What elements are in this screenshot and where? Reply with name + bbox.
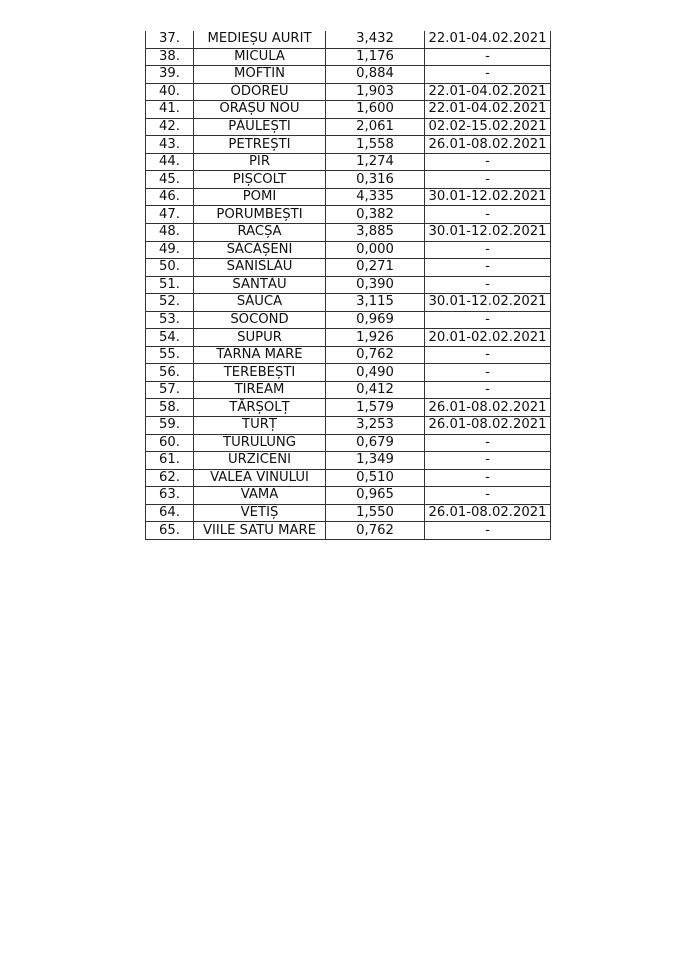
table-row: [146, 434, 551, 452]
quarantine-period-cell: 26.01-08.02.2021: [425, 399, 551, 417]
incidence-rate-cell: 1,558: [326, 136, 425, 154]
incidence-rate-cell: 3,885: [326, 224, 425, 242]
table-row: [146, 522, 551, 540]
locality-name-cell: SĂUCA: [194, 294, 326, 312]
table-row: [146, 311, 551, 329]
table-row: [146, 153, 551, 171]
row-number-cell: 61.: [146, 452, 194, 470]
incidence-rate-cell: 0,965: [326, 487, 425, 505]
quarantine-period-cell: -: [425, 381, 551, 399]
table-row: [146, 171, 551, 189]
incidence-rate-cell: 4,335: [326, 188, 425, 206]
locality-name-cell: TEREBEȘTI: [194, 364, 326, 382]
row-number-cell: 37.: [146, 31, 194, 48]
incidence-rate-cell: 0,884: [326, 66, 425, 84]
row-number-cell: 57.: [146, 381, 194, 399]
quarantine-period-cell: -: [425, 364, 551, 382]
incidence-rate-cell: 1,349: [326, 452, 425, 470]
quarantine-period-cell: 22.01-04.02.2021: [425, 83, 551, 101]
row-number-cell: 41.: [146, 101, 194, 119]
locality-name-cell: PETREȘTI: [194, 136, 326, 154]
locality-name-cell: ODOREU: [194, 83, 326, 101]
row-number-cell: 59.: [146, 417, 194, 435]
incidence-rate-cell: 0,510: [326, 469, 425, 487]
incidence-rate-cell: 1,579: [326, 399, 425, 417]
incidence-rate-cell: 1,176: [326, 48, 425, 66]
locality-name-cell: MICULA: [194, 48, 326, 66]
row-number-cell: 40.: [146, 83, 194, 101]
incidence-rate-cell: 3,115: [326, 294, 425, 312]
quarantine-period-cell: 26.01-08.02.2021: [425, 417, 551, 435]
row-number-cell: 43.: [146, 136, 194, 154]
row-number-cell: 51.: [146, 276, 194, 294]
row-number-cell: 46.: [146, 188, 194, 206]
row-number-cell: 38.: [146, 48, 194, 66]
quarantine-period-cell: 02.02-15.02.2021: [425, 118, 551, 136]
incidence-rate-cell: 1,550: [326, 504, 425, 522]
table-row: [146, 101, 551, 119]
locality-name-cell: VALEA VINULUI: [194, 469, 326, 487]
locality-name-cell: VIILE SATU MARE: [194, 522, 326, 540]
quarantine-period-cell: 22.01-04.02.2021: [425, 31, 551, 48]
row-number-cell: 44.: [146, 153, 194, 171]
table-body: [146, 31, 551, 539]
table-row: [146, 66, 551, 84]
quarantine-period-cell: 30.01-12.02.2021: [425, 294, 551, 312]
quarantine-period-cell: -: [425, 206, 551, 224]
locality-name-cell: SOCOND: [194, 311, 326, 329]
locality-name-cell: VETIȘ: [194, 504, 326, 522]
row-number-cell: 64.: [146, 504, 194, 522]
table-row: [146, 364, 551, 382]
row-number-cell: 53.: [146, 311, 194, 329]
quarantine-period-cell: -: [425, 311, 551, 329]
locality-name-cell: SANISLĂU: [194, 259, 326, 277]
locality-name-cell: TURULUNG: [194, 434, 326, 452]
locality-name-cell: SUPUR: [194, 329, 326, 347]
localities-table: [145, 31, 551, 540]
table-row: [146, 31, 551, 48]
quarantine-period-cell: 26.01-08.02.2021: [425, 136, 551, 154]
quarantine-period-cell: -: [425, 241, 551, 259]
incidence-rate-cell: 0,679: [326, 434, 425, 452]
table-row: [146, 329, 551, 347]
row-number-cell: 47.: [146, 206, 194, 224]
quarantine-period-cell: -: [425, 48, 551, 66]
locality-name-cell: PIȘCOLT: [194, 171, 326, 189]
locality-name-cell: RACȘA: [194, 224, 326, 242]
table-row: [146, 206, 551, 224]
table-row: [146, 48, 551, 66]
row-number-cell: 58.: [146, 399, 194, 417]
quarantine-period-cell: -: [425, 66, 551, 84]
incidence-rate-cell: 2,061: [326, 118, 425, 136]
locality-name-cell: SĂCĂȘENI: [194, 241, 326, 259]
incidence-rate-cell: 0,390: [326, 276, 425, 294]
quarantine-period-cell: -: [425, 153, 551, 171]
quarantine-period-cell: 20.01-02.02.2021: [425, 329, 551, 347]
table-row: [146, 118, 551, 136]
incidence-rate-cell: 3,253: [326, 417, 425, 435]
table-row: [146, 381, 551, 399]
table-row: [146, 487, 551, 505]
locality-name-cell: PORUMBEȘTI: [194, 206, 326, 224]
row-number-cell: 50.: [146, 259, 194, 277]
quarantine-period-cell: -: [425, 522, 551, 540]
quarantine-period-cell: 22.01-04.02.2021: [425, 101, 551, 119]
row-number-cell: 39.: [146, 66, 194, 84]
quarantine-period-cell: -: [425, 469, 551, 487]
table-row: [146, 346, 551, 364]
locality-name-cell: TARNA MARE: [194, 346, 326, 364]
row-number-cell: 52.: [146, 294, 194, 312]
incidence-rate-cell: 1,903: [326, 83, 425, 101]
table-row: [146, 469, 551, 487]
row-number-cell: 62.: [146, 469, 194, 487]
table-row: [146, 417, 551, 435]
locality-name-cell: TURȚ: [194, 417, 326, 435]
table-row: [146, 188, 551, 206]
row-number-cell: 49.: [146, 241, 194, 259]
row-number-cell: 60.: [146, 434, 194, 452]
locality-name-cell: TIREAM: [194, 381, 326, 399]
table-row: [146, 399, 551, 417]
quarantine-period-cell: -: [425, 452, 551, 470]
locality-name-cell: SANTĂU: [194, 276, 326, 294]
row-number-cell: 55.: [146, 346, 194, 364]
row-number-cell: 42.: [146, 118, 194, 136]
table-row: [146, 452, 551, 470]
incidence-rate-cell: 0,271: [326, 259, 425, 277]
incidence-rate-cell: 0,412: [326, 381, 425, 399]
row-number-cell: 65.: [146, 522, 194, 540]
quarantine-period-cell: 30.01-12.02.2021: [425, 224, 551, 242]
row-number-cell: 56.: [146, 364, 194, 382]
incidence-rate-cell: 0,762: [326, 522, 425, 540]
row-number-cell: 48.: [146, 224, 194, 242]
table-row: [146, 276, 551, 294]
incidence-rate-cell: 0,316: [326, 171, 425, 189]
table-row: [146, 224, 551, 242]
incidence-rate-cell: 1,926: [326, 329, 425, 347]
incidence-rate-cell: 0,969: [326, 311, 425, 329]
incidence-rate-cell: 0,382: [326, 206, 425, 224]
locality-name-cell: ORAȘU NOU: [194, 101, 326, 119]
locality-name-cell: PĂULEȘTI: [194, 118, 326, 136]
incidence-rate-cell: 0,762: [326, 346, 425, 364]
incidence-rate-cell: 0,490: [326, 364, 425, 382]
locality-name-cell: TĂRȘOLȚ: [194, 399, 326, 417]
table-row: [146, 294, 551, 312]
quarantine-period-cell: -: [425, 259, 551, 277]
row-number-cell: 63.: [146, 487, 194, 505]
quarantine-period-cell: 30.01-12.02.2021: [425, 188, 551, 206]
locality-name-cell: POMI: [194, 188, 326, 206]
quarantine-period-cell: -: [425, 346, 551, 364]
incidence-rate-cell: 3,432: [326, 31, 425, 48]
row-number-cell: 54.: [146, 329, 194, 347]
quarantine-period-cell: -: [425, 171, 551, 189]
incidence-rate-cell: 0,000: [326, 241, 425, 259]
incidence-rate-cell: 1,274: [326, 153, 425, 171]
incidence-rate-cell: 1,600: [326, 101, 425, 119]
locality-name-cell: MOFTIN: [194, 66, 326, 84]
quarantine-period-cell: -: [425, 434, 551, 452]
table-row: [146, 259, 551, 277]
locality-name-cell: MEDIEȘU AURIT: [194, 31, 326, 48]
table-row: [146, 136, 551, 154]
table-row: [146, 504, 551, 522]
row-number-cell: 45.: [146, 171, 194, 189]
table-row: [146, 83, 551, 101]
locality-name-cell: URZICENI: [194, 452, 326, 470]
quarantine-period-cell: 26.01-08.02.2021: [425, 504, 551, 522]
table-row: [146, 241, 551, 259]
quarantine-period-cell: -: [425, 487, 551, 505]
locality-name-cell: VAMA: [194, 487, 326, 505]
quarantine-period-cell: -: [425, 276, 551, 294]
locality-name-cell: PIR: [194, 153, 326, 171]
